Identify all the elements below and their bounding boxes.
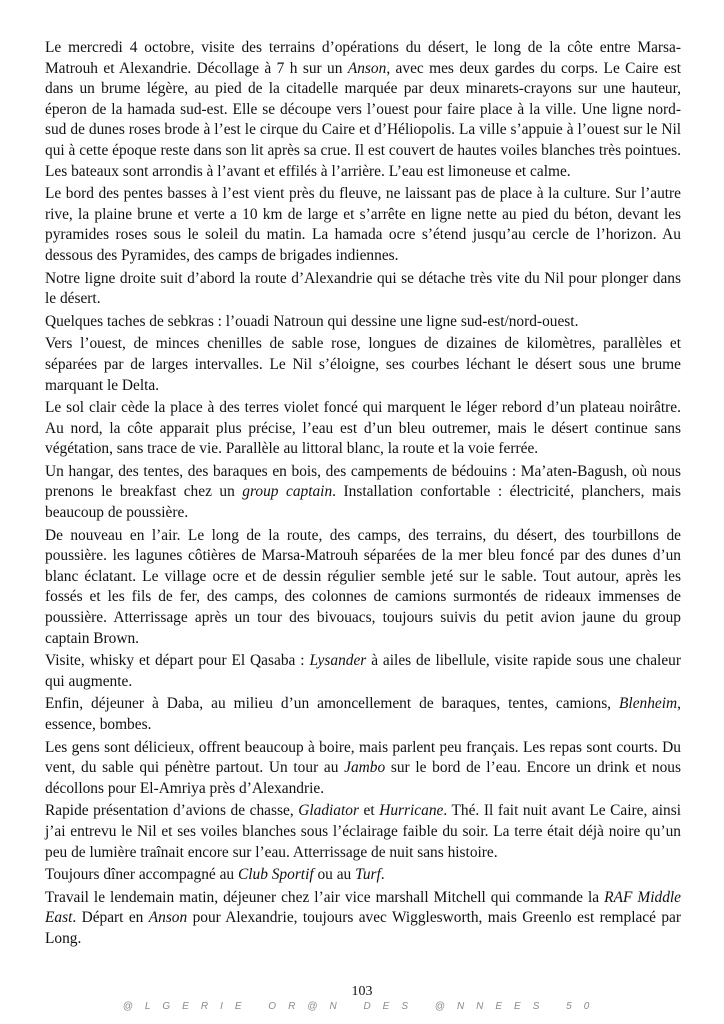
- italic-text: Lysander: [309, 652, 367, 670]
- paragraph: [45, 865, 681, 886]
- text-run: Quelques taches de sebkras : l’ouadi Natroun qui dessine une ligne sud-est/nord-ouest.: [45, 312, 579, 330]
- text-run: Le bord des pentes basses à l’est vient près du fleuve, ne laissant pas de place à la culture. Sur l’autre rive, la plaine brune et verte a 10 km de large et s’arrête en ligne nette au pied du béton, devant les pyramides roses sous le soleil du matin. La hamada ocre s’étend jusqu’au cercle de l’horizon. Au dessous des Pyramides, des camps de brigades indiennes.: [45, 185, 681, 264]
- text-run: Vers l’ouest, de minces chenilles de sable rose, longues de dizaines de kilomètres, parallèles et séparées par de larges intervalles. Le Nil s’éloigne, ses courbes léchant le désert sous une brume marquant le Delta.: [45, 335, 681, 394]
- paragraph: [45, 269, 681, 310]
- paragraph: [45, 694, 681, 735]
- text-run: Notre ligne droite suit d’abord la route d’Alexandrie qui se détache très vite du Nil pour plonger dans le désert.: [45, 269, 681, 308]
- text-run: Le mercredi 4 octobre, visite des terrains d’opérations du désert, le long de la côte entre Marsa-Matrouh et Alexandrie. Décollage à 7 h sur un: [45, 39, 681, 77]
- text-run: , essence, bombes.: [45, 695, 681, 733]
- italic-text: Gladiator: [298, 802, 359, 820]
- text-run: Enfin, déjeuner à Daba, au milieu d’un amoncellement de baraques, tentes, camions,: [45, 695, 620, 713]
- text-run: sur le bord de l’eau. Encore un drink et nous décollons pour El-Amriya près d’Alexandrie.: [45, 759, 681, 797]
- paragraph: [45, 38, 681, 182]
- text-run: Travail le lendemain matin, déjeuner chez l’air vice marshall Mitchell qui commande la: [45, 888, 605, 906]
- italic-text: group captain: [242, 483, 333, 501]
- page-text: [45, 38, 681, 952]
- text-run: Rapide présentation d’avions de chasse,: [45, 802, 299, 820]
- paragraph: [45, 801, 681, 863]
- text-run: à ailes de libellule, visite rapide sous une chaleur qui augmente.: [45, 652, 681, 690]
- text-run: pour Alexandrie, toujours avec Wigglesworth, mais Greenlo est remplacé par Long.: [45, 909, 681, 947]
- paragraph: [45, 184, 681, 266]
- text-run: Le sol clair cède la place à des terres violet foncé qui marquent le léger rebord d’un plateau noirâtre. Au nord, la côte apparait plus précise, l’eau est d’un bleu outremer, mais le désert continue sans végétation, sans trace de vie. Parallèle au littoral blanc, la route et la voie ferrée.: [45, 399, 681, 458]
- paragraph: [45, 651, 681, 692]
- italic-text: Anson: [347, 59, 387, 77]
- paragraph: [45, 462, 681, 524]
- text-run: . Installation confortable : électricité, planchers, mais beaucoup de poussière.: [45, 483, 681, 522]
- page-number: 103: [351, 984, 373, 999]
- text-run: Les gens sont délicieux, offrent beaucoup à boire, mais parlent peu français. Les repas sont courts. Du vent, du sable qui pénètre partout. Un tour au: [45, 738, 681, 777]
- text-run: .: [380, 866, 385, 884]
- text-run: Toujours dîner accompagné au: [45, 866, 238, 884]
- italic-text: Blenheim: [619, 695, 678, 713]
- italic-text: Anson: [148, 909, 188, 927]
- italic-text: Turf: [355, 866, 381, 884]
- footer-watermark: @LGERIE OR@N DES @NNEES 50: [122, 1001, 602, 1012]
- paragraph: [45, 888, 681, 950]
- paragraph: [45, 312, 681, 333]
- paragraph: [45, 526, 681, 650]
- text-run: . Départ en: [72, 909, 149, 927]
- paragraph: [45, 398, 681, 460]
- text-run: , avec mes deux gardes du corps. Le Caire est dans un brume légère, au pied de la citadelle marquée par deux minarets-crayons sur une hauteur, éperon de la hamada sud-est. Elle se découpe vers l’ouest pour faire place à la ville. Une ligne nord-sud de dunes roses brode à l’est le cirque du Caire et d’Héliopolis. La ville s’appuie à l’ouest sur le Nil qui à cette époque reste dans son lit après sa crue. Il est couvert de hautes voiles blanches très pointues. Les bateaux sont arrondis à l’avant et effilés à l’arrière. L’eau est limoneuse et calme.: [45, 59, 681, 180]
- text-run: De nouveau en l’air. Le long de la route, des camps, des terrains, du désert, des tourbillons de poussière. les lagunes côtières de Marsa-Matrouh séparées de la mer bleu foncé par des dunes d’un blanc éclatant. Le village ocre et de dessin régulier semble jeté sur le sable. Tout autour, après les fossés et les fils de fer, des camps, des colonnes de camions surmontés de rideaux immenses de poussière. Atterrissage après un tour des bivouacs, toujours suivis du petit avion jaune du group captain Brown.: [45, 526, 681, 647]
- italic-text: Club Sportif: [237, 866, 314, 884]
- text-run: Un hangar, des tentes, des baraques en bois, des campements de bédouins : Ma’aten-Bagush, où nous prenons le breakfast chez un: [45, 462, 681, 501]
- paragraph: [45, 738, 681, 800]
- text-run: . Thé. Il fait nuit avant Le Caire, ainsi j’ai entrevu le Nil et ses voiles blanches sous l’éclairage faible du soir. La terre était déjà noire qu’un peu de lumière traînait encore sur l’eau. Atterrissage de nuit sans histoire.: [45, 802, 681, 861]
- text-run: ou au: [313, 866, 356, 884]
- italic-text: Hurricane: [379, 802, 444, 820]
- text-run: Visite, whisky et départ pour El Qasaba :: [45, 652, 310, 670]
- italic-text: RAF Middle East: [45, 888, 681, 927]
- italic-text: Jambo: [344, 759, 386, 777]
- text-run: et: [358, 802, 380, 820]
- paragraph: [45, 334, 681, 396]
